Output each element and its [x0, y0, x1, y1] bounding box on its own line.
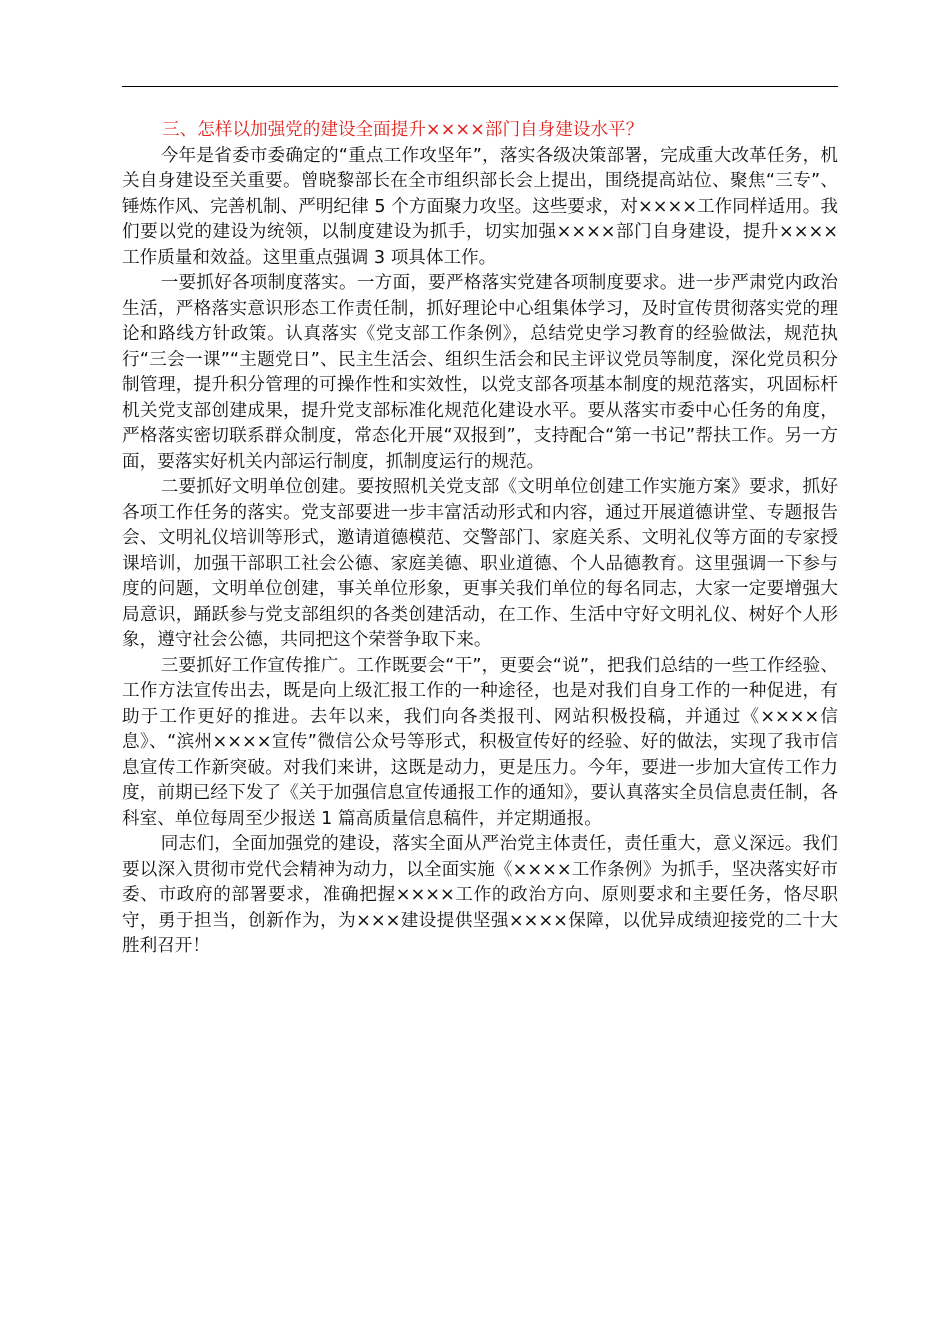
header-rule: [122, 86, 838, 87]
paragraph-civilized-unit: 二要抓好文明单位创建。要按照机关党支部《文明单位创建工作实施方案》要求，抓好各项工作任务的落实。党支部要进一步丰富活动形式和内容，通过开展道德讲堂、专题报告会、文明礼仪培训等形式，邀请道德模范、交警部门、家庭关系、文明礼仪等方面的专家授课培训，加强干部职工社会公德、家庭美德、职业道德、个人品德教育。这里强调一下参与度的问题，文明单位创建，事关单位形象，更事关我们单位的每名同志，大家一定要增强大局意识，踊跃参与党支部组织的各类创建活动，在工作、生活中守好文明礼仪、树好个人形象，遵守社会公德，共同把这个荣誉争取下来。: [122, 477, 838, 650]
section-heading: 三、怎样以加强党的建设全面提升××××部门自身建设水平？: [162, 120, 644, 140]
paragraph-intro: 今年是省委市委确定的“重点工作攻坚年”，落实各级决策部署，完成重大改革任务，机关自身建设至关重要。曾晓黎部长在全市组织部长会上提出，围绕提高站位、聚焦“三专”、锤炼作风、完善机制、严明纪律 5 个方面聚力攻坚。这些要求，对××××工作同样适用。我们要以党的建设为统领，以制度建设为抓手，切实加强××××部门自身建设，提升××××工作质量和效益。这里重点强调 3 项具体工作。: [122, 145, 838, 268]
paragraph-publicity: 三要抓好工作宣传推广。工作既要会“干”，更要会“说”，把我们总结的一些工作经验、工作方法宣传出去，既是向上级汇报工作的一种途径，也是对我们自身工作的一种促进，有助于工作更好的推进。去年以来，我们向各类报刊、网站积极投稿，并通过《××××信息》、“滨州××××宣传”微信公众号等形式，积极宣传好的经验、好的做法，实现了我市信息宣传工作新突破。对我们来讲，这既是动力，更是压力。今年，要进一步加大宣传工作力度，前期已经下发了《关于加强信息宣传通报工作的通知》，要认真落实全员信息责任制，各科室、单位每周至少报送 1 篇高质量信息稿件，并定期通报。: [122, 655, 838, 829]
document-body: [122, 118, 838, 960]
paragraph-institutions: 一要抓好各项制度落实。一方面，要严格落实党建各项制度要求。进一步严肃党内政治生活，严格落实意识形态工作责任制，抓好理论中心组集体学习，及时宣传贯彻落实党的理论和路线方针政策。认真落实《党支部工作条例》，总结党史学习教育的经验做法，规范执行“三会一课”“主题党日”、民主生活会、组织生活会和民主评议党员等制度，深化党员积分制管理，提升积分管理的可操作性和实效性，以党支部各项基本制度的规范落实，巩固标杆机关党支部创建成果，提升党支部标准化规范化建设水平。要从落实市委中心任务的角度，严格落实密切联系群众制度，常态化开展“双报到”，支持配合“第一书记”帮扶工作。另一方面，要落实好机关内部运行制度，抓制度运行的规范。: [122, 273, 838, 472]
paragraph-conclusion: 同志们，全面加强党的建设，落实全面从严治党主体责任，责任重大，意义深远。我们要以深入贯彻市党代会精神为动力，以全面实施《××××工作条例》为抓手，坚决落实好市委、市政府的部署要求，准确把握××××工作的政治方向、原则要求和主要任务，恪尽职守，勇于担当，创新作为，为×××建设提供坚强××××保障，以优异成绩迎接党的二十大胜利召开！: [122, 834, 838, 956]
